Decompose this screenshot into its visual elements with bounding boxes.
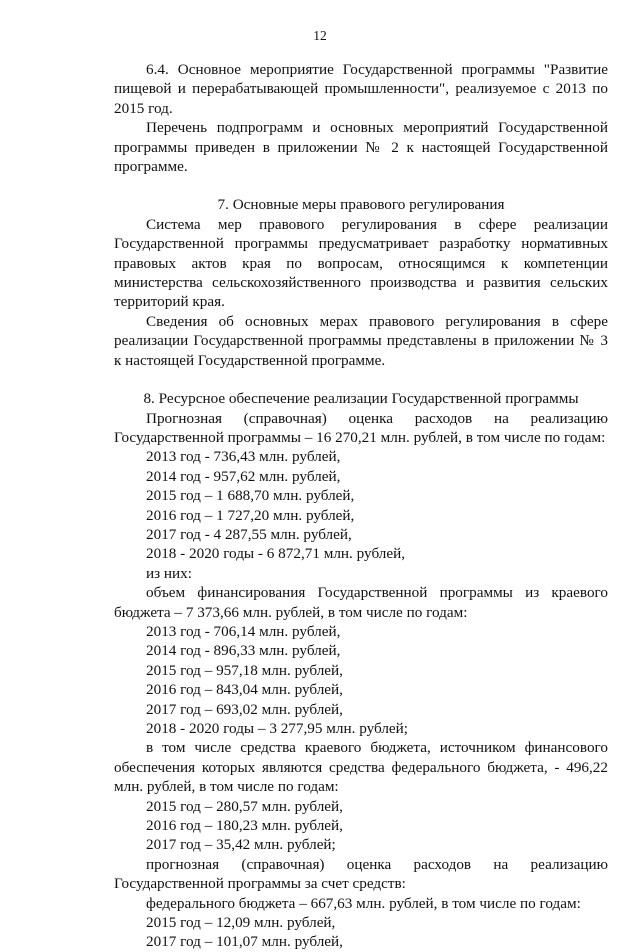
regional-year-line: 2015 год – 957,18 млн. рублей, — [146, 661, 343, 679]
federal-source-year-line: 2015 год – 280,57 млн. рублей, — [146, 797, 343, 815]
federal-year-line: 2017 год – 101,07 млн. рублей, — [146, 933, 343, 951]
spacer — [114, 370, 608, 389]
total-year-line: 2015 год – 1 688,70 млн. рублей, — [146, 487, 355, 505]
section-7-heading: 7. Основные меры правового регулирования — [217, 196, 505, 214]
federal-budget-line: федерального бюджета – 667,63 млн. рублей, в том числе по годам: — [146, 894, 581, 912]
section-7-paragraph-1: Система мер правового регулирования в сфере реализации Государственной программы предусматривает разработку нормативных правовых актов края по вопросам, относящимся к компетенции министерства сельскохозяйственного производства и развития сельских территорий края. — [114, 215, 608, 311]
total-year-line: 2017 год - 4 287,55 млн. рублей, — [146, 525, 352, 543]
section-8-heading: 8. Ресурсное обеспечение реализации Государственной программы — [143, 390, 579, 408]
section-7-paragraph-2: Сведения об основных мерах правового регулирования в сфере реализации Государственной программы представлены в приложении № 3 к настоящей Государственной программе. — [114, 312, 608, 369]
total-year-line: 2013 год - 736,43 млн. рублей, — [146, 448, 341, 466]
document-body — [114, 60, 608, 952]
total-year-line: 2018 - 2020 годы - 6 872,71 млн. рублей, — [146, 545, 406, 563]
total-year-line: 2014 год - 957,62 млн. рублей, — [146, 467, 341, 485]
regional-year-line: 2017 год – 693,02 млн. рублей, — [146, 700, 343, 718]
total-estimate-paragraph: Прогнозная (справочная) оценка расходов на реализацию Государственной программы – 16 270,21 млн. рублей, в том числе по годам: — [114, 409, 608, 446]
page-number: 12 — [313, 28, 327, 43]
federal-year-line: 2015 год – 12,09 млн. рублей, — [146, 914, 336, 932]
regional-year-line: 2016 год – 843,04 млн. рублей, — [146, 681, 343, 699]
spacer — [114, 176, 608, 195]
paragraph-subprograms-list: Перечень подпрограмм и основных мероприятий Государственной программы приведен в приложении № 2 к настоящей Государственной программе. — [114, 119, 608, 176]
forecast-paragraph: прогнозная (справочная) оценка расходов на реализацию Государственной программы за счет средств: — [114, 855, 608, 893]
federal-source-year-line: 2017 год – 35,42 млн. рублей; — [146, 836, 336, 854]
paragraph-6-4: 6.4. Основное мероприятие Государственной программы "Развитие пищевой и перерабатывающей промышленности", реализуемое с 2013 по 2015 год. — [114, 61, 608, 117]
regional-year-line: 2013 год - 706,14 млн. рублей, — [146, 622, 341, 640]
federal-source-paragraph: в том числе средства краевого бюджета, источником финансового обеспечения которых являются средства федерального бюджета, - 496,22 млн. рублей, в том числе по годам: — [114, 739, 608, 796]
regional-year-line: 2018 - 2020 годы – 3 277,95 млн. рублей; — [146, 720, 408, 737]
total-year-line: 2016 год – 1 727,20 млн. рублей, — [146, 506, 355, 524]
federal-source-year-line: 2016 год – 180,23 млн. рублей, — [146, 817, 343, 835]
regional-year-line: 2014 год - 896,33 млн. рублей, — [146, 642, 341, 660]
of-them-label: из них: — [146, 564, 192, 582]
regional-budget-paragraph: объем финансирования Государственной программы из краевого бюджета – 7 373,66 млн. рублей, в том числе по годам: — [114, 584, 608, 621]
